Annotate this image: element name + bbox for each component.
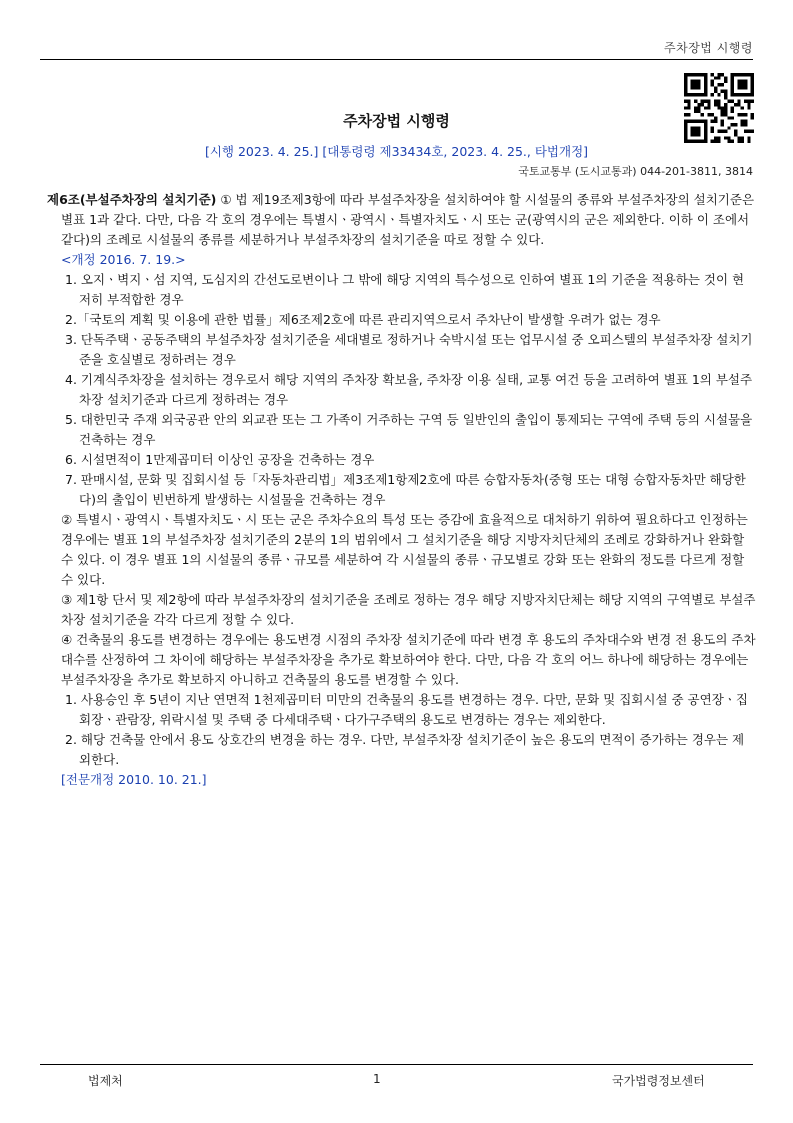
list-item: 6. 시설면적이 1만제곱미터 이상인 공장을 건축하는 경우 [65,452,375,467]
list-item: 4. 기계식주차장을 설치하는 경우로서 해당 지역의 주차장 확보율, 주차장 이용 실태, 교통 여건 등을 고려하여 별표 1의 부설주차장 설치기준과 다르게 정하려는 경우 [65,372,753,407]
list-item: 2.「국토의 계획 및 이용에 관한 법률」제6조제2호에 따른 관리지역으로서 주차난이 발생할 우려가 없는 경우 [65,312,661,327]
paragraph-1-text: ① 법 제19조제3항에 따라 부설주차장을 설치하여야 할 시설물의 종류와 부설주차장의 설치기준은 별표 1과 같다. 다만, 다음 각 호의 경우에는 특별시ㆍ광역시ㆍ특별자치도ㆍ시 또는 군(광역시의 군은 제외한다. 이하 이 조에서 같다)의 조례로 시설물의 종류를 세분하거나 부설주차장의 설치기준을 따로 정할 수 있다. [61,192,755,247]
list-item: 1. 오지ㆍ벽지ㆍ섬 지역, 도심지의 간선도로변이나 그 밖에 해당 지역의 특수성으로 인하여 별표 1의 기준을 적용하는 것이 현저히 부적합한 경우 [65,272,745,307]
footer-center: 국가법령정보센터 [612,1074,705,1088]
paragraph-4: ④ 건축물의 용도를 변경하는 경우에는 용도변경 시점의 주차장 설치기준에 따라 변경 후 용도의 주차대수와 변경 전 용도의 주차대수를 산정하여 그 차이에 해당하는 부설주차장을 추가로 확보하여야 한다. 다만, 다음 각 호의 어느 하나에 해당하는 경우에는 부설주차장을 추가로 확보하지 아니하고 건축물의 용도를 변경할 수 있다. [61,632,756,687]
footer-rule [40,1064,753,1065]
paragraph-3: ③ 제1항 단서 및 제2항에 따라 부설주차장의 설치기준을 조례로 정하는 경우 해당 지방자치단체는 해당 지역의 구역별로 부설주차장 설치기준을 각각 다르게 정할 수 있다. [61,592,756,627]
qr-code-icon [684,73,754,143]
article-body [47,190,756,790]
list-item: 7. 판매시설, 문화 및 집회시설 등「자동차관리법」제3조제1항제2호에 따른 승합자동차(중형 또는 대형 승합자동차만 해당한다)의 출입이 빈번하게 발생하는 시설물을 건축하는 경우 [65,472,746,507]
full-amendment-note[interactable]: [전문개정 2010. 10. 21.] [61,772,207,787]
list-item: 1. 사용승인 후 5년이 지난 연면적 1천제곱미터 미만의 건축물의 용도를 변경하는 경우. 다만, 문화 및 집회시설 중 공연장ㆍ집회장ㆍ관람장, 위락시설 및 주택 중 다세대주택ㆍ다가구주택의 용도로 변경하는 경우는 제외한다. [65,692,748,727]
list-item: 5. 대한민국 주재 외국공관 안의 외교관 또는 그 가족이 거주하는 구역 등 일반인의 출입이 통제되는 구역에 주택 등의 시설물을 건축하는 경우 [65,412,753,447]
paragraph-2: ② 특별시ㆍ광역시ㆍ특별자치도ㆍ시 또는 군은 주차수요의 특성 또는 증감에 효율적으로 대처하기 위하여 필요하다고 인정하는 경우에는 별표 1의 부설주차장 설치기준의 2분의 1의 범위에서 그 설치기준을 해당 지방자치단체의 조례로 강화하거나 완화할 수 있다. 이 경우 별표 1의 시설물의 종류ㆍ규모를 세분하여 각 시설물의 종류ㆍ규모별로 강화 또는 완화의 정도를 다르게 정할 수 있다. [61,512,748,587]
list-item: 2. 해당 건축물 안에서 용도 상호간의 변경을 하는 경우. 다만, 부설주차장 설치기준이 높은 용도의 면적이 증가하는 경우는 제외한다. [65,732,745,767]
ministry-contact: 국토교통부 (도시교통과) 044-201-3811, 3814 [518,165,753,178]
revision-info[interactable]: [시행 2023. 4. 25.] [대통령령 제33434호, 2023. 4. 25., 타법개정] [204,144,589,159]
document-title: 주차장법 시행령 [343,112,450,130]
article-number: 제6조(부설주차장의 설치기준) [47,192,217,207]
page-number: 1 [373,1072,381,1086]
amendment-note[interactable]: <개정 2016. 7. 19.> [61,252,186,267]
footer-source: 법제처 [88,1074,123,1088]
header-rule [40,59,753,60]
running-title: 주차장법 시행령 [664,41,753,55]
paragraph-1 [47,190,756,250]
list-item: 3. 단독주택ㆍ공동주택의 부설주차장 설치기준을 세대별로 정하거나 숙박시설 또는 업무시설 중 오피스텔의 부설주차장 설치기준을 호실별로 정하려는 경우 [65,332,753,367]
